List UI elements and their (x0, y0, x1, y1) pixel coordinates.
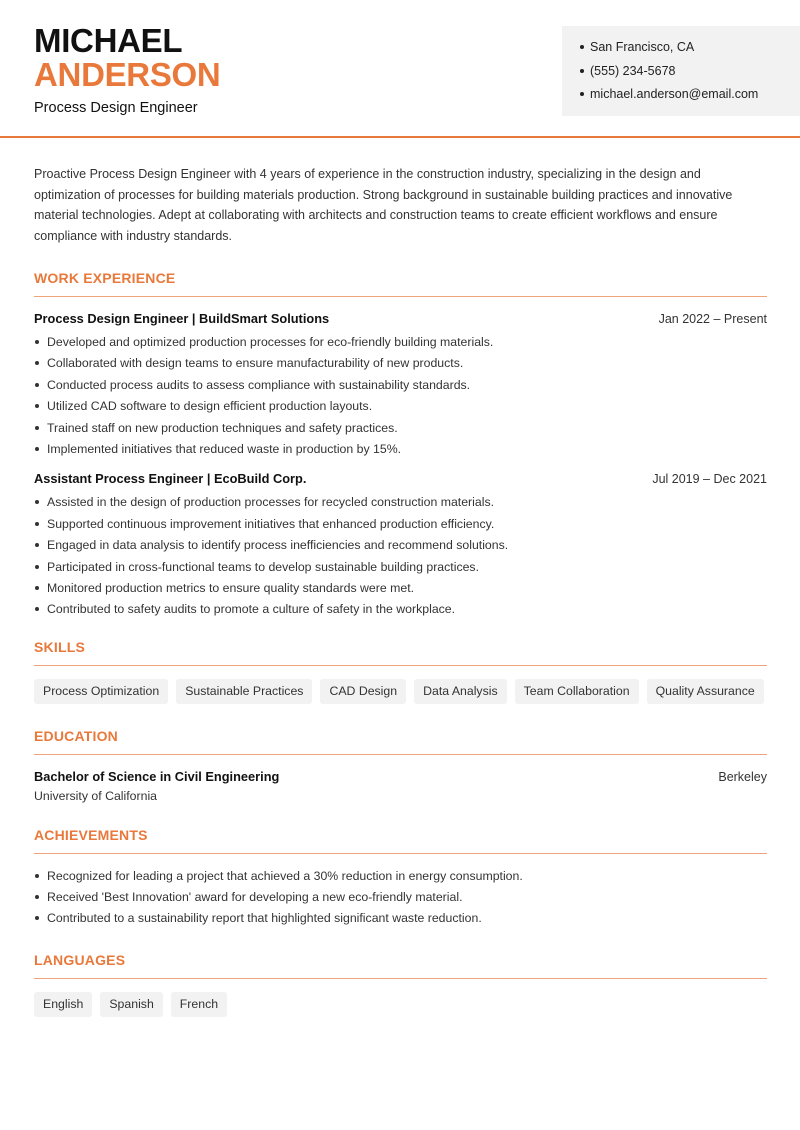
job-role: Process Design Engineer | BuildSmart Solutions (34, 311, 330, 326)
section-title-education: EDUCATION (34, 728, 767, 755)
job-entry (34, 311, 767, 462)
languages-section (34, 952, 767, 1017)
section-title-achievements: ACHIEVEMENTS (34, 827, 767, 854)
job-entry (34, 471, 767, 622)
list-item: Conducted process audits to assess compliance with sustainability standards. (34, 377, 767, 398)
list-item: Assisted in the design of production processes for recycled construction materials. (34, 494, 767, 515)
list-item: Supported continuous improvement initiatives that enhanced production efficiency. (34, 516, 767, 537)
list-item: Recognized for leading a project that achieved a 30% reduction in energy consumption. (34, 868, 767, 889)
resume-header (0, 0, 800, 138)
list-item: Contributed to safety audits to promote a culture of safety in the workplace. (34, 601, 767, 622)
job-title: Process Design Engineer (34, 100, 198, 116)
first-name: MICHAEL (34, 22, 183, 59)
candidate-name (34, 24, 220, 92)
degree: Bachelor of Science in Civil Engineering (34, 768, 280, 784)
skills-section (34, 639, 767, 704)
list-item: Participated in cross-functional teams to develop sustainable building practices. (34, 559, 767, 580)
summary: Proactive Process Design Engineer with 4 years of experience in the construction industry, specializing in the design and optimization of processes for building materials production. Strong background in sustainable building practices and innovative material technologies. Adept at collaborating with architects and construction teams to create efficient workflows and ensure compliance with industry standards. (34, 167, 733, 243)
skill-chip: Quality Assurance (647, 679, 764, 704)
job-dates: Jan 2022 – Present (658, 312, 767, 326)
list-item: Trained staff on new production techniques and safety practices. (34, 420, 767, 441)
list-item: Received 'Best Innovation' award for developing a new eco-friendly material. (34, 889, 767, 910)
job-role: Assistant Process Engineer | EcoBuild Corp. (34, 471, 307, 487)
language-chip: French (171, 992, 227, 1017)
list-item: Monitored production metrics to ensure quality standards were met. (34, 580, 767, 601)
skill-chip: Team Collaboration (515, 679, 639, 704)
section-title-languages: LANGUAGES (34, 952, 767, 979)
language-chip: English (34, 992, 92, 1017)
work-experience-section (34, 270, 767, 623)
list-item: Utilized CAD software to design efficient production layouts. (34, 398, 767, 419)
last-name: ANDERSON (34, 56, 221, 93)
list-item: Engaged in data analysis to identify process inefficiencies and recommend solutions. (34, 537, 767, 558)
resume-body (34, 164, 767, 1017)
skill-chip: Data Analysis (414, 679, 507, 704)
education-section (34, 728, 767, 803)
list-item: Implemented initiatives that reduced waste in production by 15%. (34, 441, 767, 462)
list-item: Developed and optimized production processes for eco-friendly building materials. (34, 334, 767, 355)
skill-chip: Process Optimization (34, 679, 168, 704)
list-item: Collaborated with design teams to ensure manufacturability of new products. (34, 355, 767, 376)
section-title-work: WORK EXPERIENCE (34, 270, 767, 297)
list-item: Contributed to a sustainability report that highlighted significant waste reduction. (34, 910, 767, 931)
job-dates: Jul 2019 – Dec 2021 (652, 472, 767, 487)
achievements-section (34, 827, 767, 932)
school-name: University of California (34, 788, 158, 803)
language-chip: Spanish (100, 992, 162, 1017)
contact-box (562, 26, 800, 116)
skill-chip: Sustainable Practices (176, 679, 312, 704)
contact-location: San Francisco, CA (580, 39, 800, 63)
section-title-skills: SKILLS (34, 639, 767, 666)
skill-chip: CAD Design (320, 679, 406, 704)
contact-phone: (555) 234-5678 (580, 63, 800, 87)
education-location: Berkeley (718, 769, 767, 784)
contact-email[interactable]: michael.anderson@email.com (580, 86, 800, 110)
